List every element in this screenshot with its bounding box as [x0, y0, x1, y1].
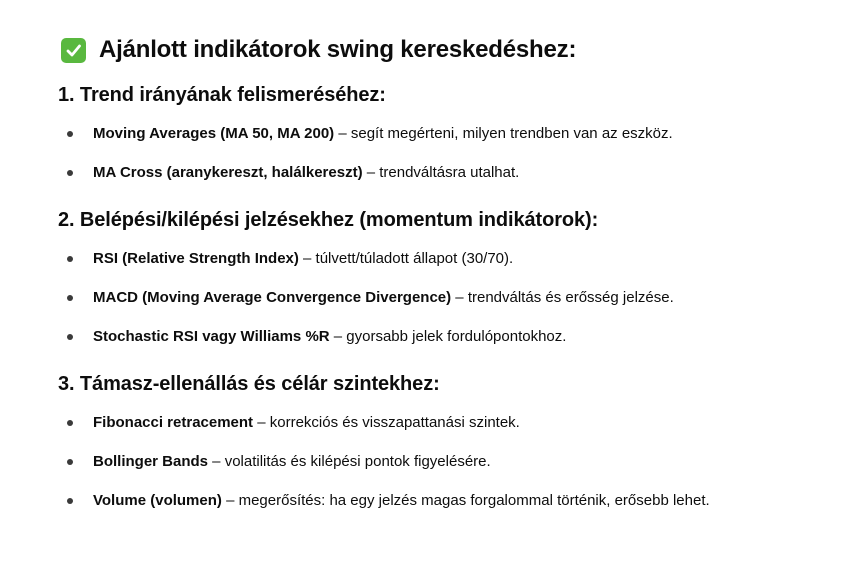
check-mark-button-icon: [61, 38, 86, 63]
indicator-list-support-resistance: [58, 403, 828, 520]
page-title: [58, 31, 828, 69]
list-item: [58, 442, 828, 481]
indicator-list-trend: [58, 114, 828, 192]
bullet-icon: [67, 256, 73, 262]
indicator-name: Fibonacci retracement: [93, 414, 254, 431]
bullet-icon: [67, 295, 73, 301]
bullet-icon: [67, 459, 73, 465]
bullet-icon: [67, 334, 73, 340]
indicator-description: – gyorsabb jelek fordulópontokhoz.: [329, 328, 567, 345]
indicator-description: – korrekciós és visszapattanási szintek.: [253, 414, 520, 431]
bullet-icon: [67, 131, 73, 137]
indicator-description: – trendváltásra utalhat.: [362, 164, 520, 181]
list-item: [58, 317, 828, 356]
section-heading-trend: 1. Trend irányának felismeréséhez:: [58, 84, 386, 106]
section-heading-momentum: 2. Belépési/kilépési jelzésekhez (momentum indikátorok):: [58, 209, 599, 231]
list-item: [58, 239, 828, 278]
indicator-name: Moving Averages (MA 50, MA 200): [93, 125, 335, 142]
indicator-list-momentum: [58, 239, 828, 356]
indicator-name: MACD (Moving Average Convergence Divergence): [93, 289, 452, 306]
indicator-description: – trendváltás és erősség jelzése.: [451, 289, 674, 306]
page-title-text: Ajánlott indikátorok swing kereskedéshez:: [99, 36, 577, 63]
list-item: [58, 114, 828, 153]
indicator-description: – segít megérteni, milyen trendben van az eszköz.: [334, 125, 673, 142]
indicator-description: – túlvett/túladott állapot (30/70).: [298, 250, 514, 267]
section-heading-support-resistance: 3. Támasz-ellenállás és célár szintekhez:: [58, 373, 440, 395]
list-item: [58, 403, 828, 442]
document-body: [58, 31, 828, 520]
indicator-name: MA Cross (aranykereszt, halálkereszt): [93, 164, 363, 181]
indicator-description: – megerősítés: ha egy jelzés magas forgalommal történik, erősebb lehet.: [221, 492, 710, 509]
indicator-name: Bollinger Bands: [93, 453, 209, 470]
indicator-name: Volume (volumen): [93, 492, 222, 509]
bullet-icon: [67, 420, 73, 426]
bullet-icon: [67, 498, 73, 504]
indicator-name: Stochastic RSI vagy Williams %R: [93, 328, 330, 345]
indicator-name: RSI (Relative Strength Index): [93, 250, 299, 267]
list-item: [58, 481, 828, 520]
bullet-icon: [67, 170, 73, 176]
list-item: [58, 153, 828, 192]
indicator-description: – volatilitás és kilépési pontok figyelésére.: [208, 453, 491, 470]
list-item: [58, 278, 828, 317]
